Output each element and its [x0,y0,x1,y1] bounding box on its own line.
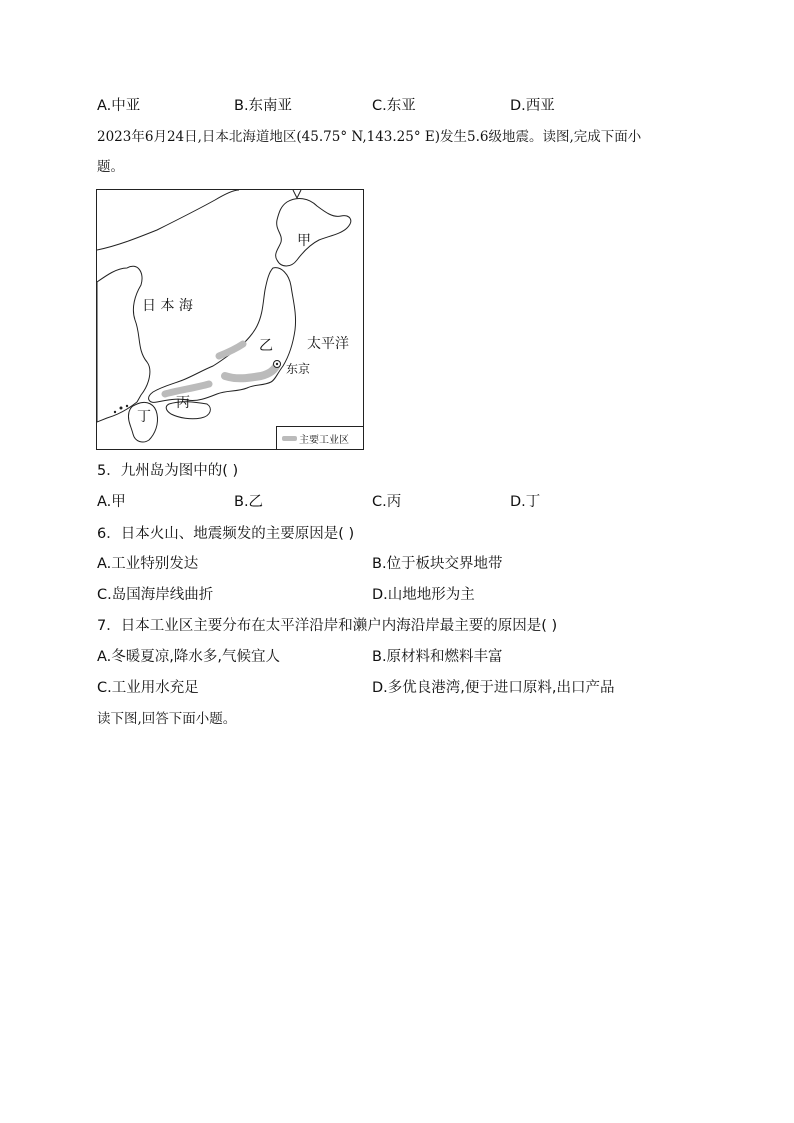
q7-option-b: B.原材料和燃料丰富 [372,649,503,665]
q7-option-d: D.多优良港湾,便于进口原料,出口产品 [372,680,615,696]
label-sea-of-japan: 日 本 海 [142,298,193,314]
q4-option-a: A.中亚 [97,98,141,114]
q6-stem: 6．日本火山、地震频发的主要原因是( ) [97,526,355,542]
q5-stem: 5．九州岛为图中的( ) [97,463,239,479]
sakhalin-tip [293,190,301,198]
label-bing: 丙 [176,395,190,411]
tokyo-marker-dot [276,363,278,365]
hokkaido-outline [276,199,351,266]
map-legend [276,426,363,449]
label-yi: 乙 [259,338,273,354]
label-pacific-ocean: 太平洋 [307,336,349,352]
q4-option-c: C.东亚 [372,98,416,114]
japan-map [96,189,364,450]
q6-option-d: D.山地地形为主 [372,587,475,603]
intro-line-2: 题。 [97,159,124,175]
q4-option-d: D.西亚 [510,98,555,114]
q6-option-a: A.工业特别发达 [97,556,199,572]
island-dot [114,411,116,413]
legend-swatch [282,436,297,441]
q7-stem: 7．日本工业区主要分布在太平洋沿岸和濑户内海沿岸最主要的原因是( ) [97,618,558,634]
honshu-outline [149,268,296,403]
q7-option-c: C.工业用水充足 [97,680,199,696]
q7-option-a: A.冬暖夏凉,降水多,气候宜人 [97,649,280,665]
label-jia: 甲 [297,233,311,249]
q5-option-a: A.甲 [97,494,126,510]
label-ding: 丁 [137,409,151,425]
q6-option-c: C.岛国海岸线曲折 [97,587,214,603]
mainland-coast-west [97,266,150,422]
island-dot [120,407,123,410]
q5-option-b: B.乙 [234,494,264,510]
q5-option-c: C.丙 [372,494,402,510]
q5-option-d: D.丁 [510,494,541,510]
intro-line-1: 2023年6月24日,日本北海道地区(45.75° N,143.25° E)发生5.6级地震。读图,完成下面小 [97,129,642,145]
mainland-coast-north [97,190,239,250]
q4-option-b: B.东南亚 [234,98,293,114]
label-tokyo: 东京 [286,362,311,376]
next-section-instruction: 读下图,回答下面小题。 [97,711,237,727]
island-dot [126,405,128,407]
legend-label: 主要工业区 [299,435,349,446]
q6-option-b: B.位于板块交界地带 [372,556,503,572]
